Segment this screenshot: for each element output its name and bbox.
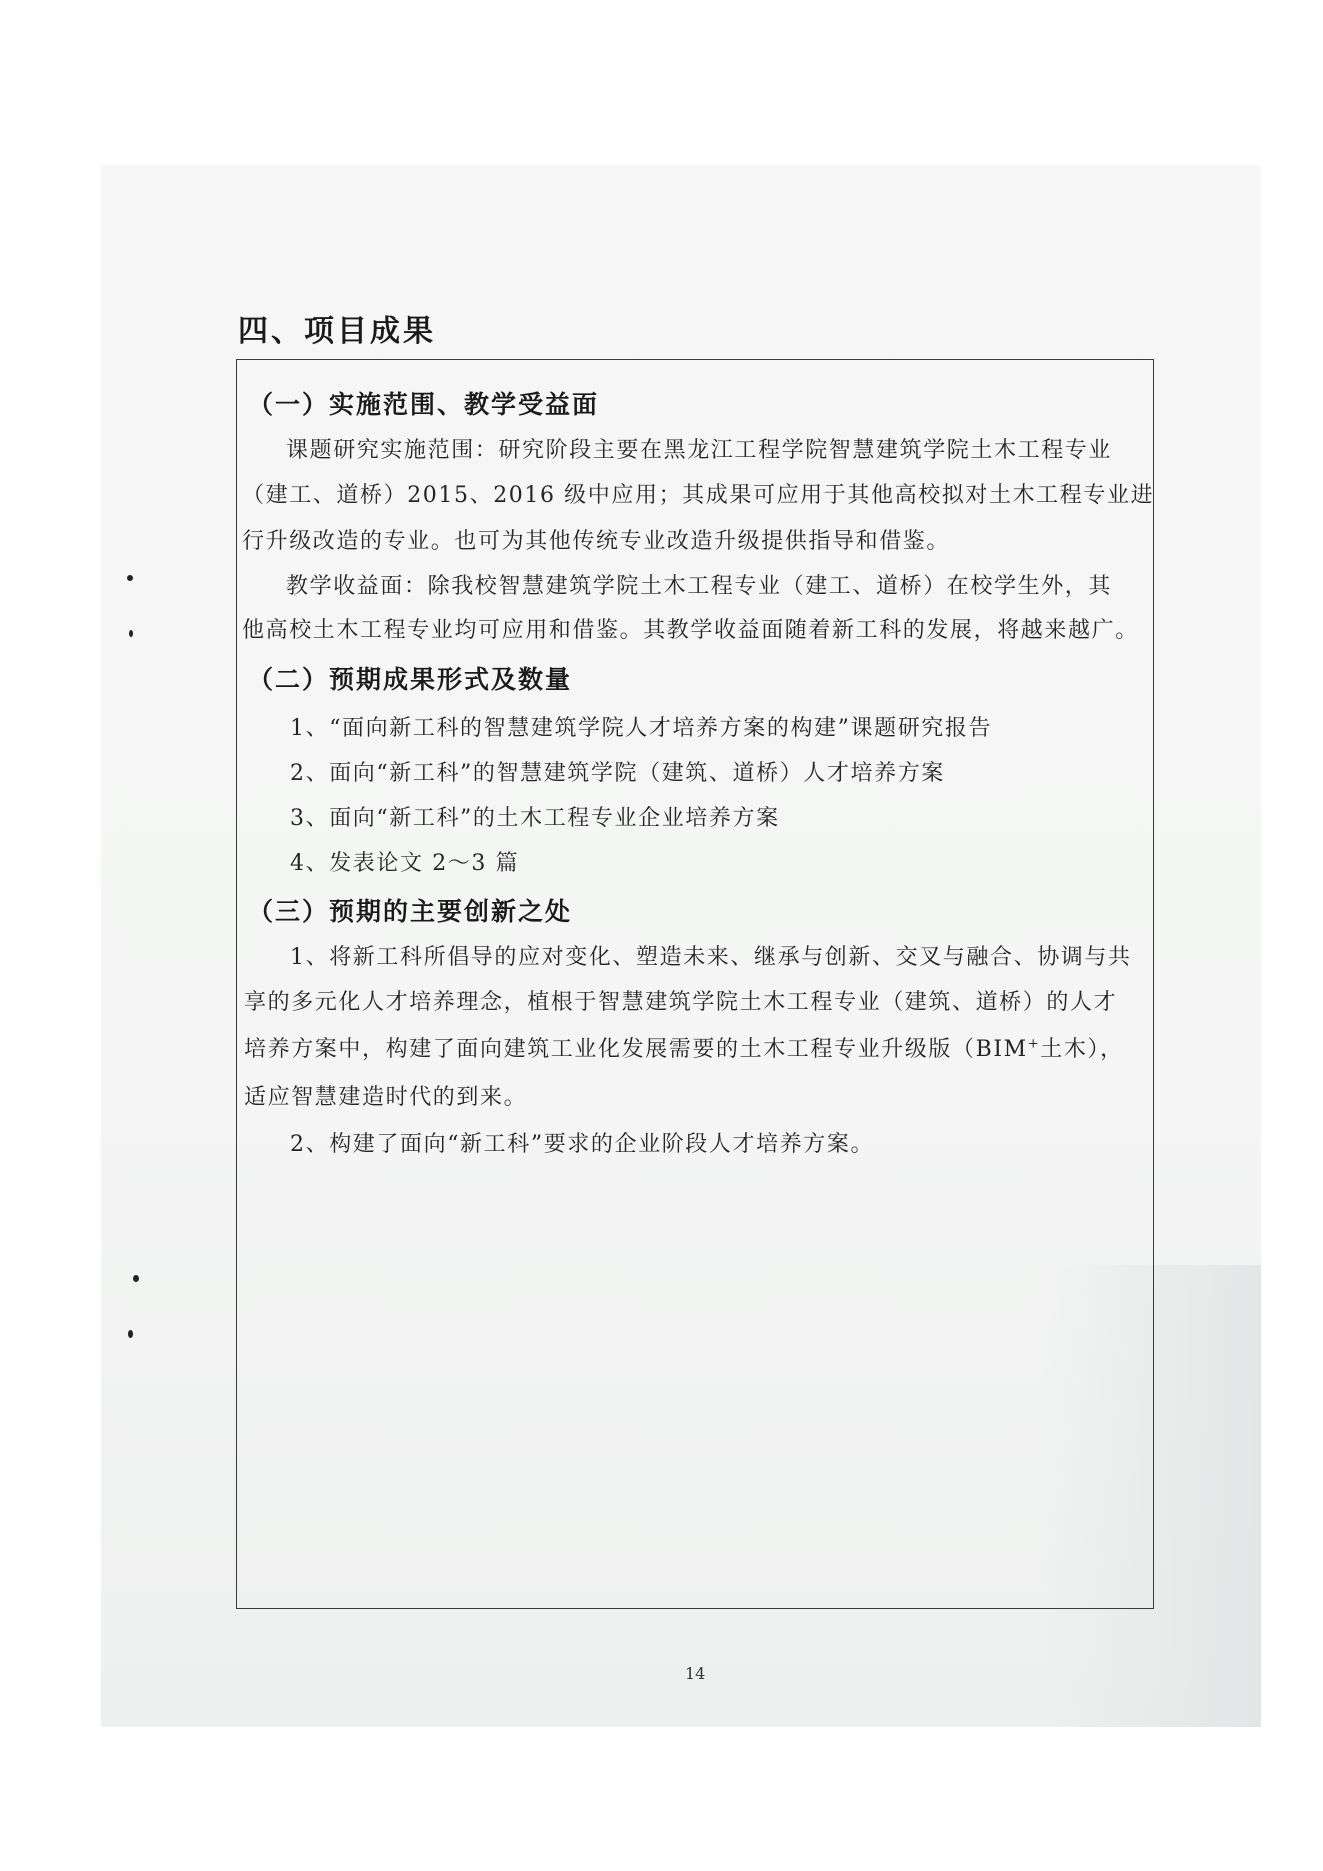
- scan-speck: [127, 575, 133, 581]
- paragraph-line: 课题研究实施范围：研究阶段主要在黑龙江工程学院智慧建筑学院土木工程专业: [286, 438, 1113, 463]
- paragraph-line: 1、将新工科所倡导的应对变化、塑造未来、继承与创新、交叉与融合、协调与共: [290, 945, 1132, 970]
- paragraph-line: 行升级改造的专业。也可为其他传统专业改造升级提供指导和借鉴。: [242, 529, 951, 554]
- page-number: 14: [685, 1664, 706, 1683]
- heading-innovations: （三）预期的主要创新之处: [248, 897, 573, 926]
- bim-text: 培养方案中，构建了面向建筑工业化发展需要的土木工程专业升级版（BIM: [244, 1037, 1028, 1062]
- scan-speck: [128, 1330, 133, 1338]
- paragraph-line-bim: [244, 1032, 1124, 1063]
- paragraph-line: 适应智慧建造时代的到来。: [244, 1085, 528, 1110]
- scan-speck: [129, 630, 133, 637]
- scan-speck: [133, 1275, 139, 1282]
- list-item: 2、构建了面向“新工科”要求的企业阶段人才培养方案。: [290, 1132, 875, 1157]
- bim-suffix: 土木），: [1040, 1037, 1124, 1062]
- list-item: 1、“面向新工科的智慧建筑学院人才培养方案的构建”课题研究报告: [290, 716, 993, 741]
- section-title: 四、项目成果: [238, 314, 436, 349]
- heading-expected-results: （二）预期成果形式及数量: [248, 665, 573, 694]
- list-item: 3、面向“新工科”的土木工程专业企业培养方案: [290, 806, 780, 831]
- list-item: 4、发表论文 2～3 篇: [290, 851, 520, 876]
- list-item: 2、面向“新工科”的智慧建筑学院（建筑、道桥）人才培养方案: [290, 761, 945, 786]
- paragraph-line: 教学收益面：除我校智慧建筑学院土木工程专业（建工、道桥）在校学生外，其: [286, 574, 1113, 599]
- bim-superscript: +: [1027, 1036, 1041, 1052]
- heading-implementation-scope: （一）实施范围、教学受益面: [248, 390, 600, 419]
- paragraph-line: 他高校土木工程专业均可应用和借鉴。其教学收益面随着新工科的发展，将越来越广。: [242, 618, 1139, 643]
- paragraph-line: 享的多元化人才培养理念，植根于智慧建筑学院土木工程专业（建筑、道桥）的人才: [244, 990, 1118, 1015]
- paragraph-line: （建工、道桥）2015、2016 级中应用；其成果可应用于其他高校拟对土木工程专业进: [242, 483, 1155, 508]
